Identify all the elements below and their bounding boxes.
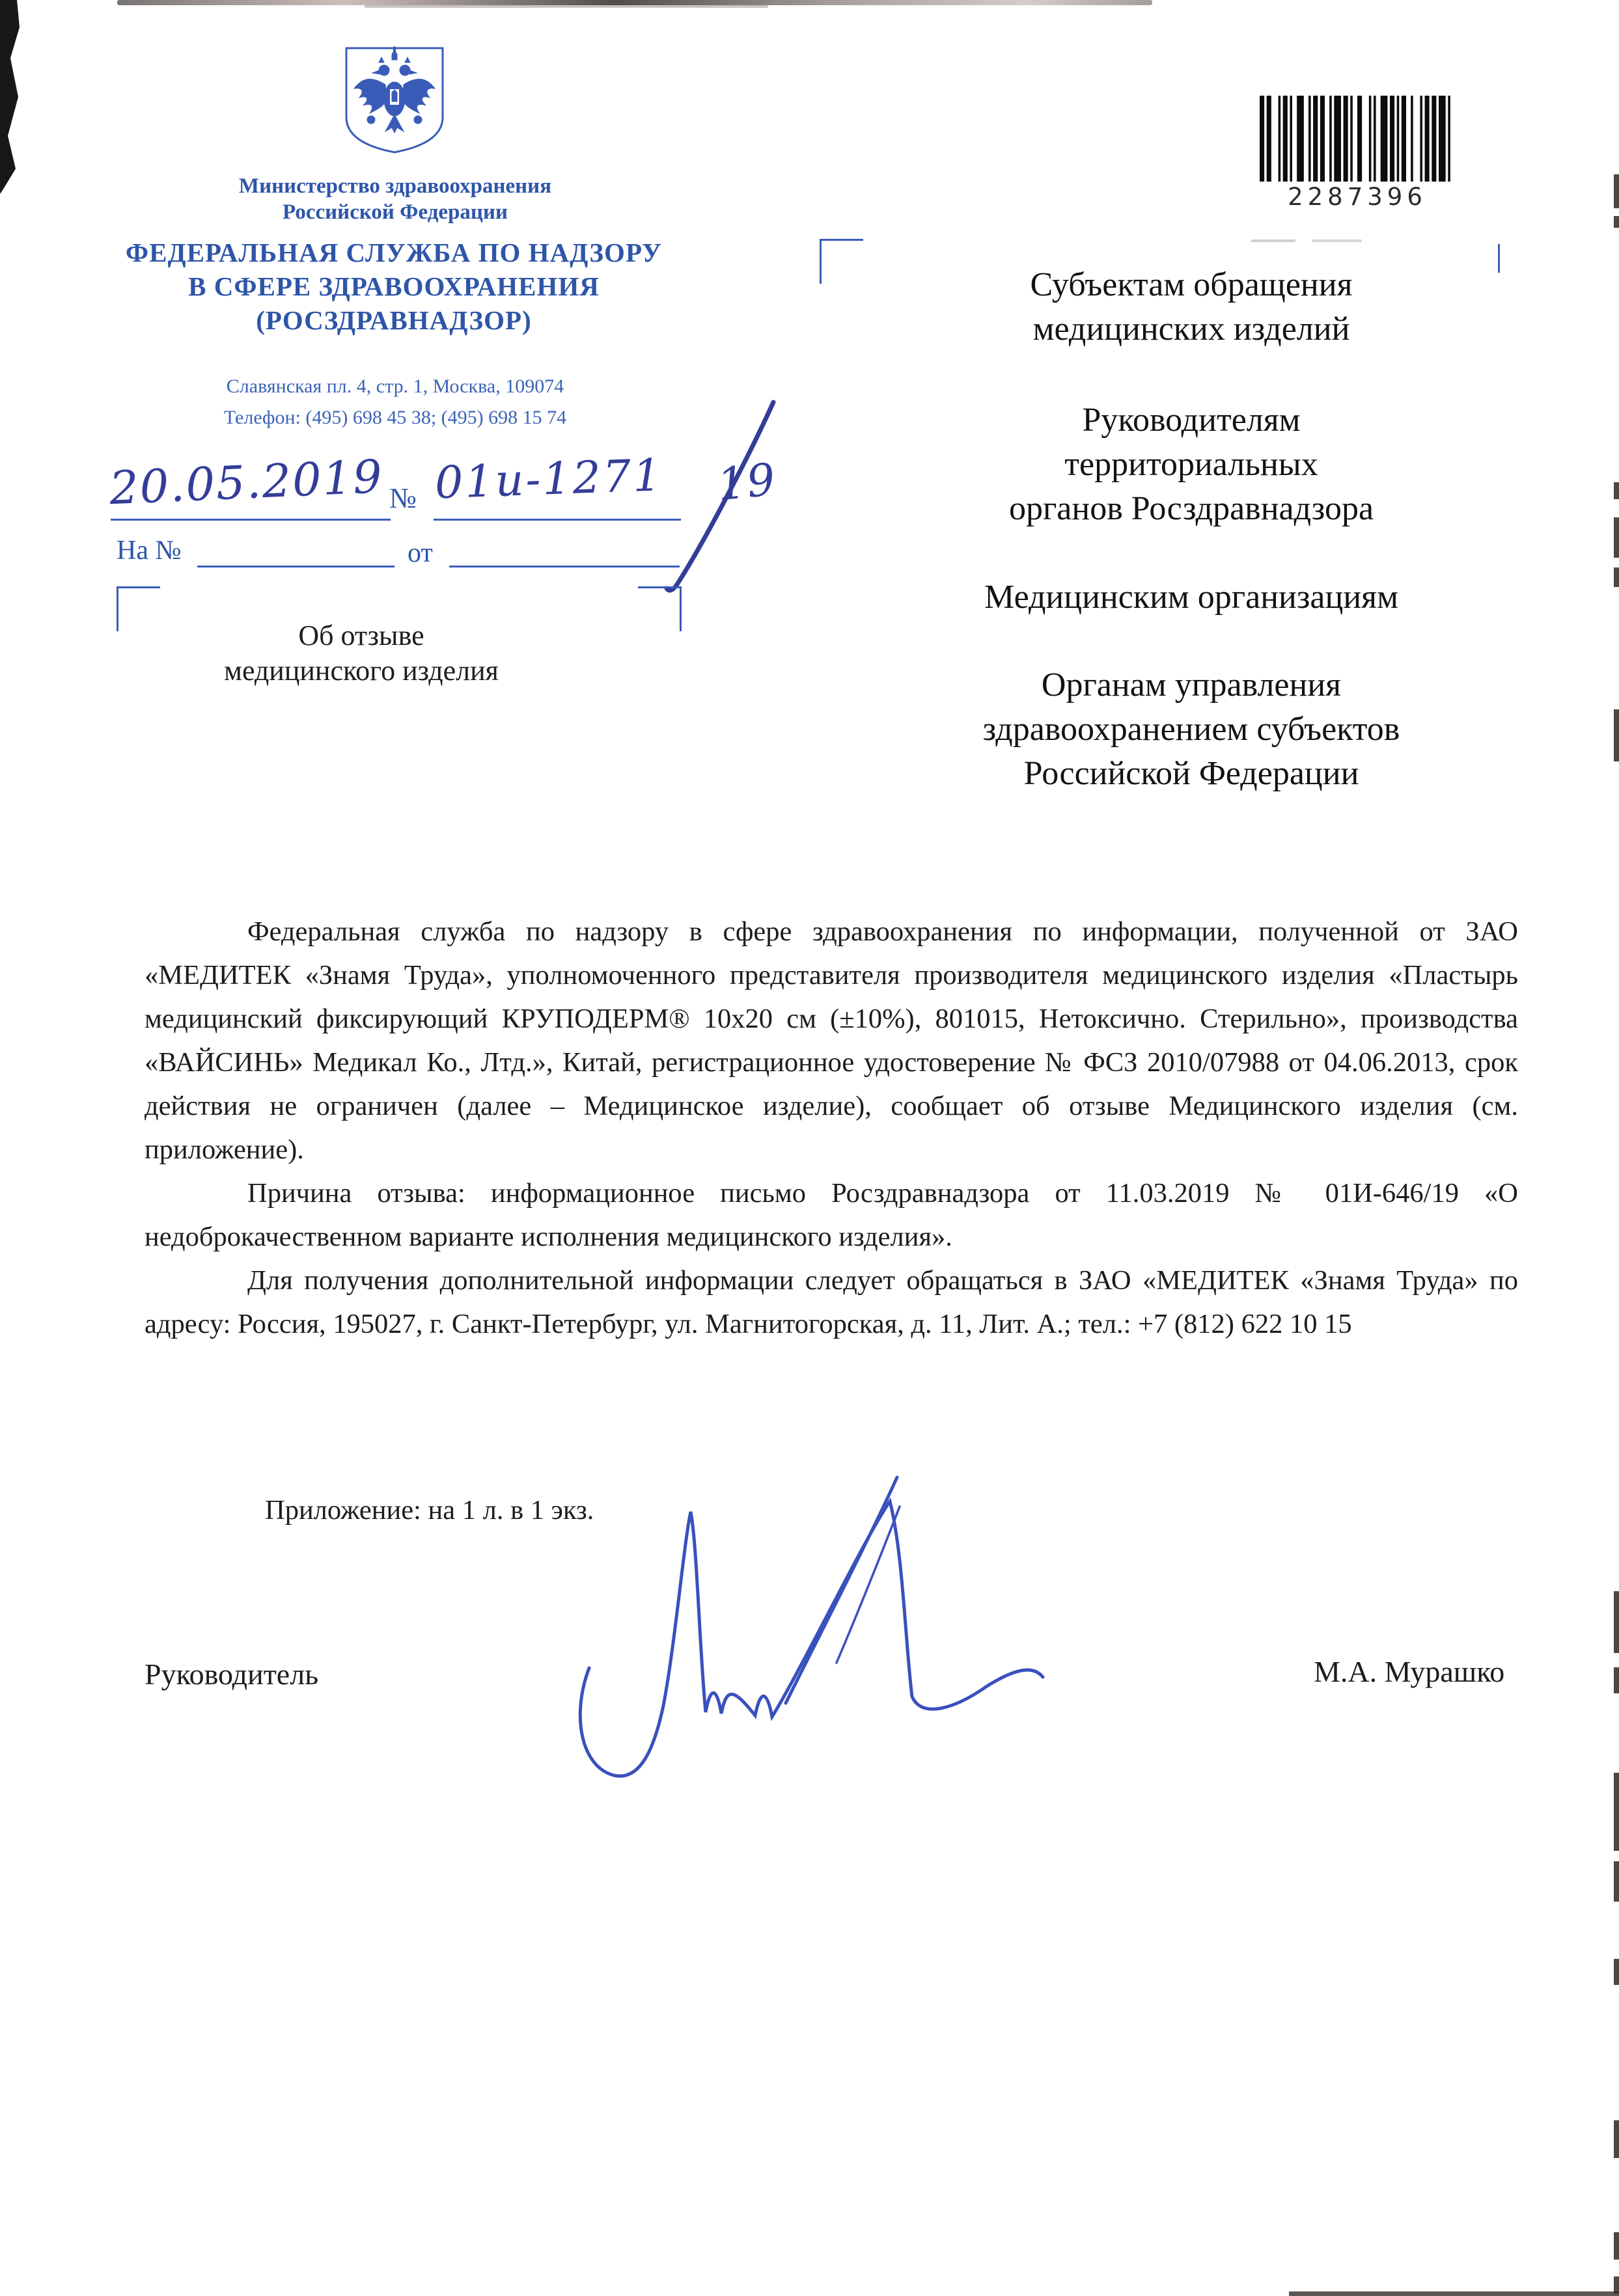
scan-artifact-top-left — [0, 0, 21, 194]
letter-body — [145, 910, 1518, 1346]
incoming-number-underline — [197, 566, 394, 567]
coat-of-arms-icon — [342, 44, 447, 156]
scan-artifact-bottom-edge — [1289, 2291, 1619, 2296]
recipient-line: Российской Федерации — [1023, 755, 1359, 792]
recipient-group — [879, 398, 1504, 531]
signer-name: М.А. Мурашко — [1314, 1655, 1505, 1688]
contact-block — [96, 371, 695, 433]
signature-autograph — [557, 1461, 1071, 1832]
recipient-line: Субъектам обращения — [1030, 266, 1353, 303]
subject-corner-bracket-right — [638, 586, 682, 631]
ministry-name-line2: Российской Федерации — [283, 200, 508, 224]
subject-block — [117, 618, 605, 689]
recipient-group — [879, 663, 1504, 796]
handwritten-date: 20.05.2019 — [108, 450, 385, 515]
incoming-number-label: На № — [117, 536, 182, 566]
number-sign: № — [389, 482, 417, 514]
subject-line1: Об отзыве — [298, 620, 424, 651]
recipients-block — [879, 263, 1504, 796]
body-paragraph: Причина отзыва: информационное письмо Росздравнадзора от 11.03.2019 № 01И-646/19 «О недоброкачественном варианте исполнения медицинского изделия». — [145, 1178, 1518, 1252]
recipient-line: органов Росздравнадзора — [1008, 490, 1374, 527]
incoming-date-underline — [449, 566, 680, 567]
attachment-line: Приложение: на 1 л. в 1 экз. — [265, 1495, 594, 1525]
incoming-from-label: от — [408, 538, 433, 568]
handwritten-outgoing-number: 01и-1271 — [434, 450, 664, 510]
body-paragraph: Федеральная служба по надзору в сфере здравоохранения по информации, полученной от ЗАО «МЕДИТЕК «Знамя Труда», уполномоченного представителя производителя медицинского изделия «Пластырь медицинский фиксирующий КРУПОДЕРМ® 10х20 см (±10%), 801015, Нетоксично. Стерильно», производства «ВАЙСИНЬ» Медикал Ко., Лтд.», Китай, регистрационное удостоверение № ФСЗ 2010/07988 от 04.06.2013, срок действия не ограничен (далее – Медицинское изделие), сообщает об отзыве Медицинского изделия (см. приложение). — [145, 916, 1518, 1165]
recipient-line: медицинских изделий — [1032, 310, 1350, 348]
recipient-group — [879, 575, 1504, 620]
recipient-line: Руководителям — [1082, 402, 1301, 439]
address-line: Славянская пл. 4, стр. 1, Москва, 109074 — [226, 376, 564, 397]
service-name — [72, 236, 716, 337]
service-name-line1: ФЕДЕРАЛЬНАЯ СЛУЖБА ПО НАДЗОРУ — [125, 238, 663, 267]
body-paragraph: Для получения дополнительной информации следует обращаться в ЗАО «МЕДИТЕК «Знамя Труда» по адресу: Россия, 195027, г. Санкт-Петербург, ул. Магнитогорская, д. 11, Лит. А.; тел.: +7 (812) 622 10 15 — [145, 1265, 1518, 1339]
handwritten-slash-stroke — [651, 397, 794, 599]
recipient-line: Органам управления — [1041, 666, 1342, 704]
recipient-group — [879, 263, 1504, 351]
addressee-corner-bracket-left — [820, 239, 863, 284]
subject-line2: медицинского изделия — [224, 655, 499, 687]
barcode-number: 2287396 — [1288, 183, 1427, 211]
handwritten-number-year: 19 — [715, 454, 779, 512]
date-underline — [111, 519, 391, 521]
recipient-line: Медицинским организациям — [984, 579, 1398, 616]
phone-line: Телефон: (495) 698 45 38; (495) 698 15 74 — [223, 407, 567, 428]
recipient-line: территориальных — [1064, 446, 1318, 483]
number-underline — [434, 519, 681, 521]
scan-artifact-dashes — [1251, 239, 1362, 242]
scan-artifact-top-edge — [117, 0, 1152, 5]
service-name-line3: (РОСЗДРАВНАДЗОР) — [256, 305, 532, 335]
ministry-name — [96, 173, 695, 225]
recipient-line: здравоохранением субъектов — [982, 711, 1400, 748]
service-name-line2: В СФЕРЕ ЗДРАВООХРАНЕНИЯ — [188, 271, 600, 301]
scan-artifact-top-edge-2 — [365, 5, 768, 8]
barcode — [1260, 96, 1455, 182]
signer-position: Руководитель — [145, 1658, 319, 1691]
ministry-name-line1: Министерство здравоохранения — [238, 174, 552, 198]
